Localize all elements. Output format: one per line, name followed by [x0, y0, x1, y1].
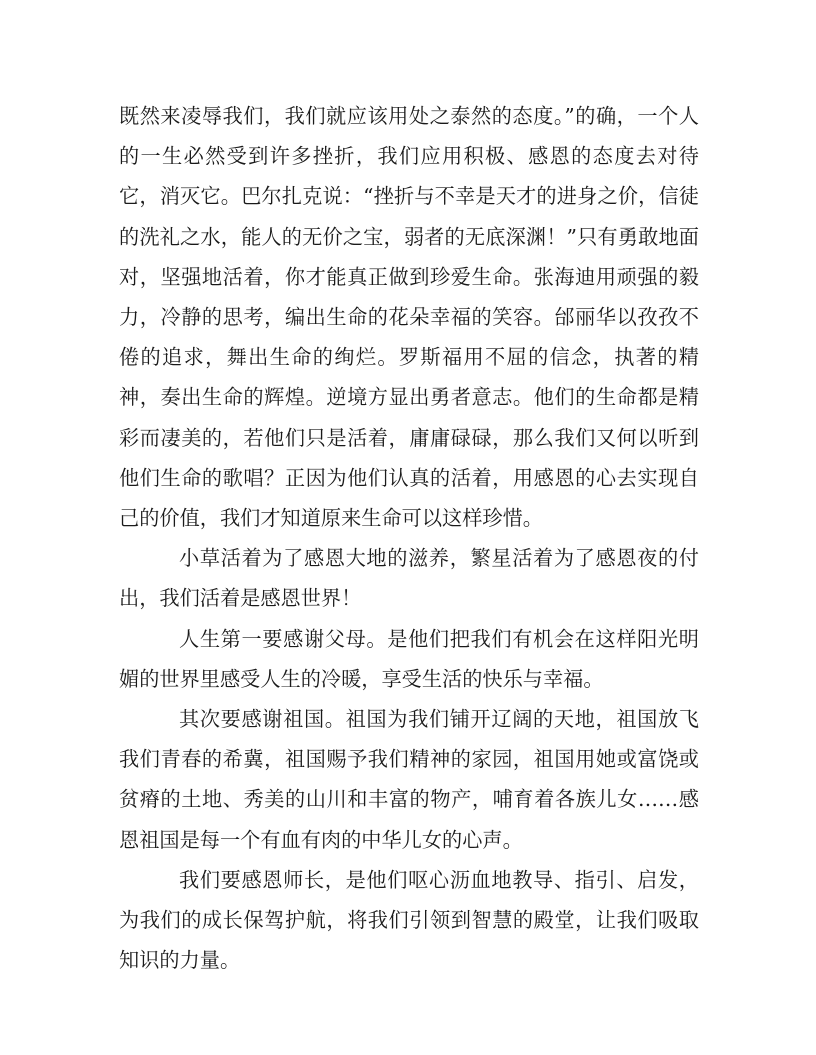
paragraph-grass-stars: 小草活着为了感恩大地的滋养，繁星活着为了感恩夜的付出，我们活着是感恩世界！	[119, 546, 699, 611]
paragraph-motherland: 其次要感谢祖国。祖国为我们铺开辽阔的天地，祖国放飞我们青春的希冀，祖国赐予我们精神的家园，祖国用她或富饶或贫瘠的土地、秀美的山川和丰富的物产，哺育着各族儿女……感恩祖国是每一个有血有肉的中华儿女的心声。	[119, 707, 699, 852]
paragraph-parents: 人生第一要感谢父母。是他们把我们有机会在这样阳光明媚的世界里感受人生的冷暖，享受生活的快乐与幸福。	[119, 626, 699, 691]
document-body	[119, 96, 699, 980]
paragraph-teachers: 我们要感恩师长，是他们呕心沥血地教导、指引、启发，为我们的成长保驾护航，将我们引领到智慧的殿堂，让我们吸取知识的力量。	[119, 867, 699, 973]
paragraph-continuation: 既然来凌辱我们，我们就应该用处之泰然的态度。”的确，一个人的一生必然受到许多挫折，我们应用积极、感恩的态度去对待它，消灭它。巴尔扎克说：“挫折与不幸是天才的进身之价，信徒的洗礼之水，能人的无价之宝，弱者的无底深渊！”只有勇敢地面对，坚强地活着，你才能真正做到珍爱生命。张海迪用顽强的毅力，冷静的思考，编出生命的花朵幸福的笑容。邰丽华以孜孜不倦的追求，舞出生命的绚烂。罗斯福用不屈的信念，执著的精神，奏出生命的辉煌。逆境方显出勇者意志。他们的生命都是精彩而凄美的，若他们只是活着，庸庸碌碌，那么我们又何以听到他们生命的歌唱？正因为他们认真的活着，用感恩的心去实现自己的价值，我们才知道原来生命可以这样珍惜。	[119, 104, 699, 531]
